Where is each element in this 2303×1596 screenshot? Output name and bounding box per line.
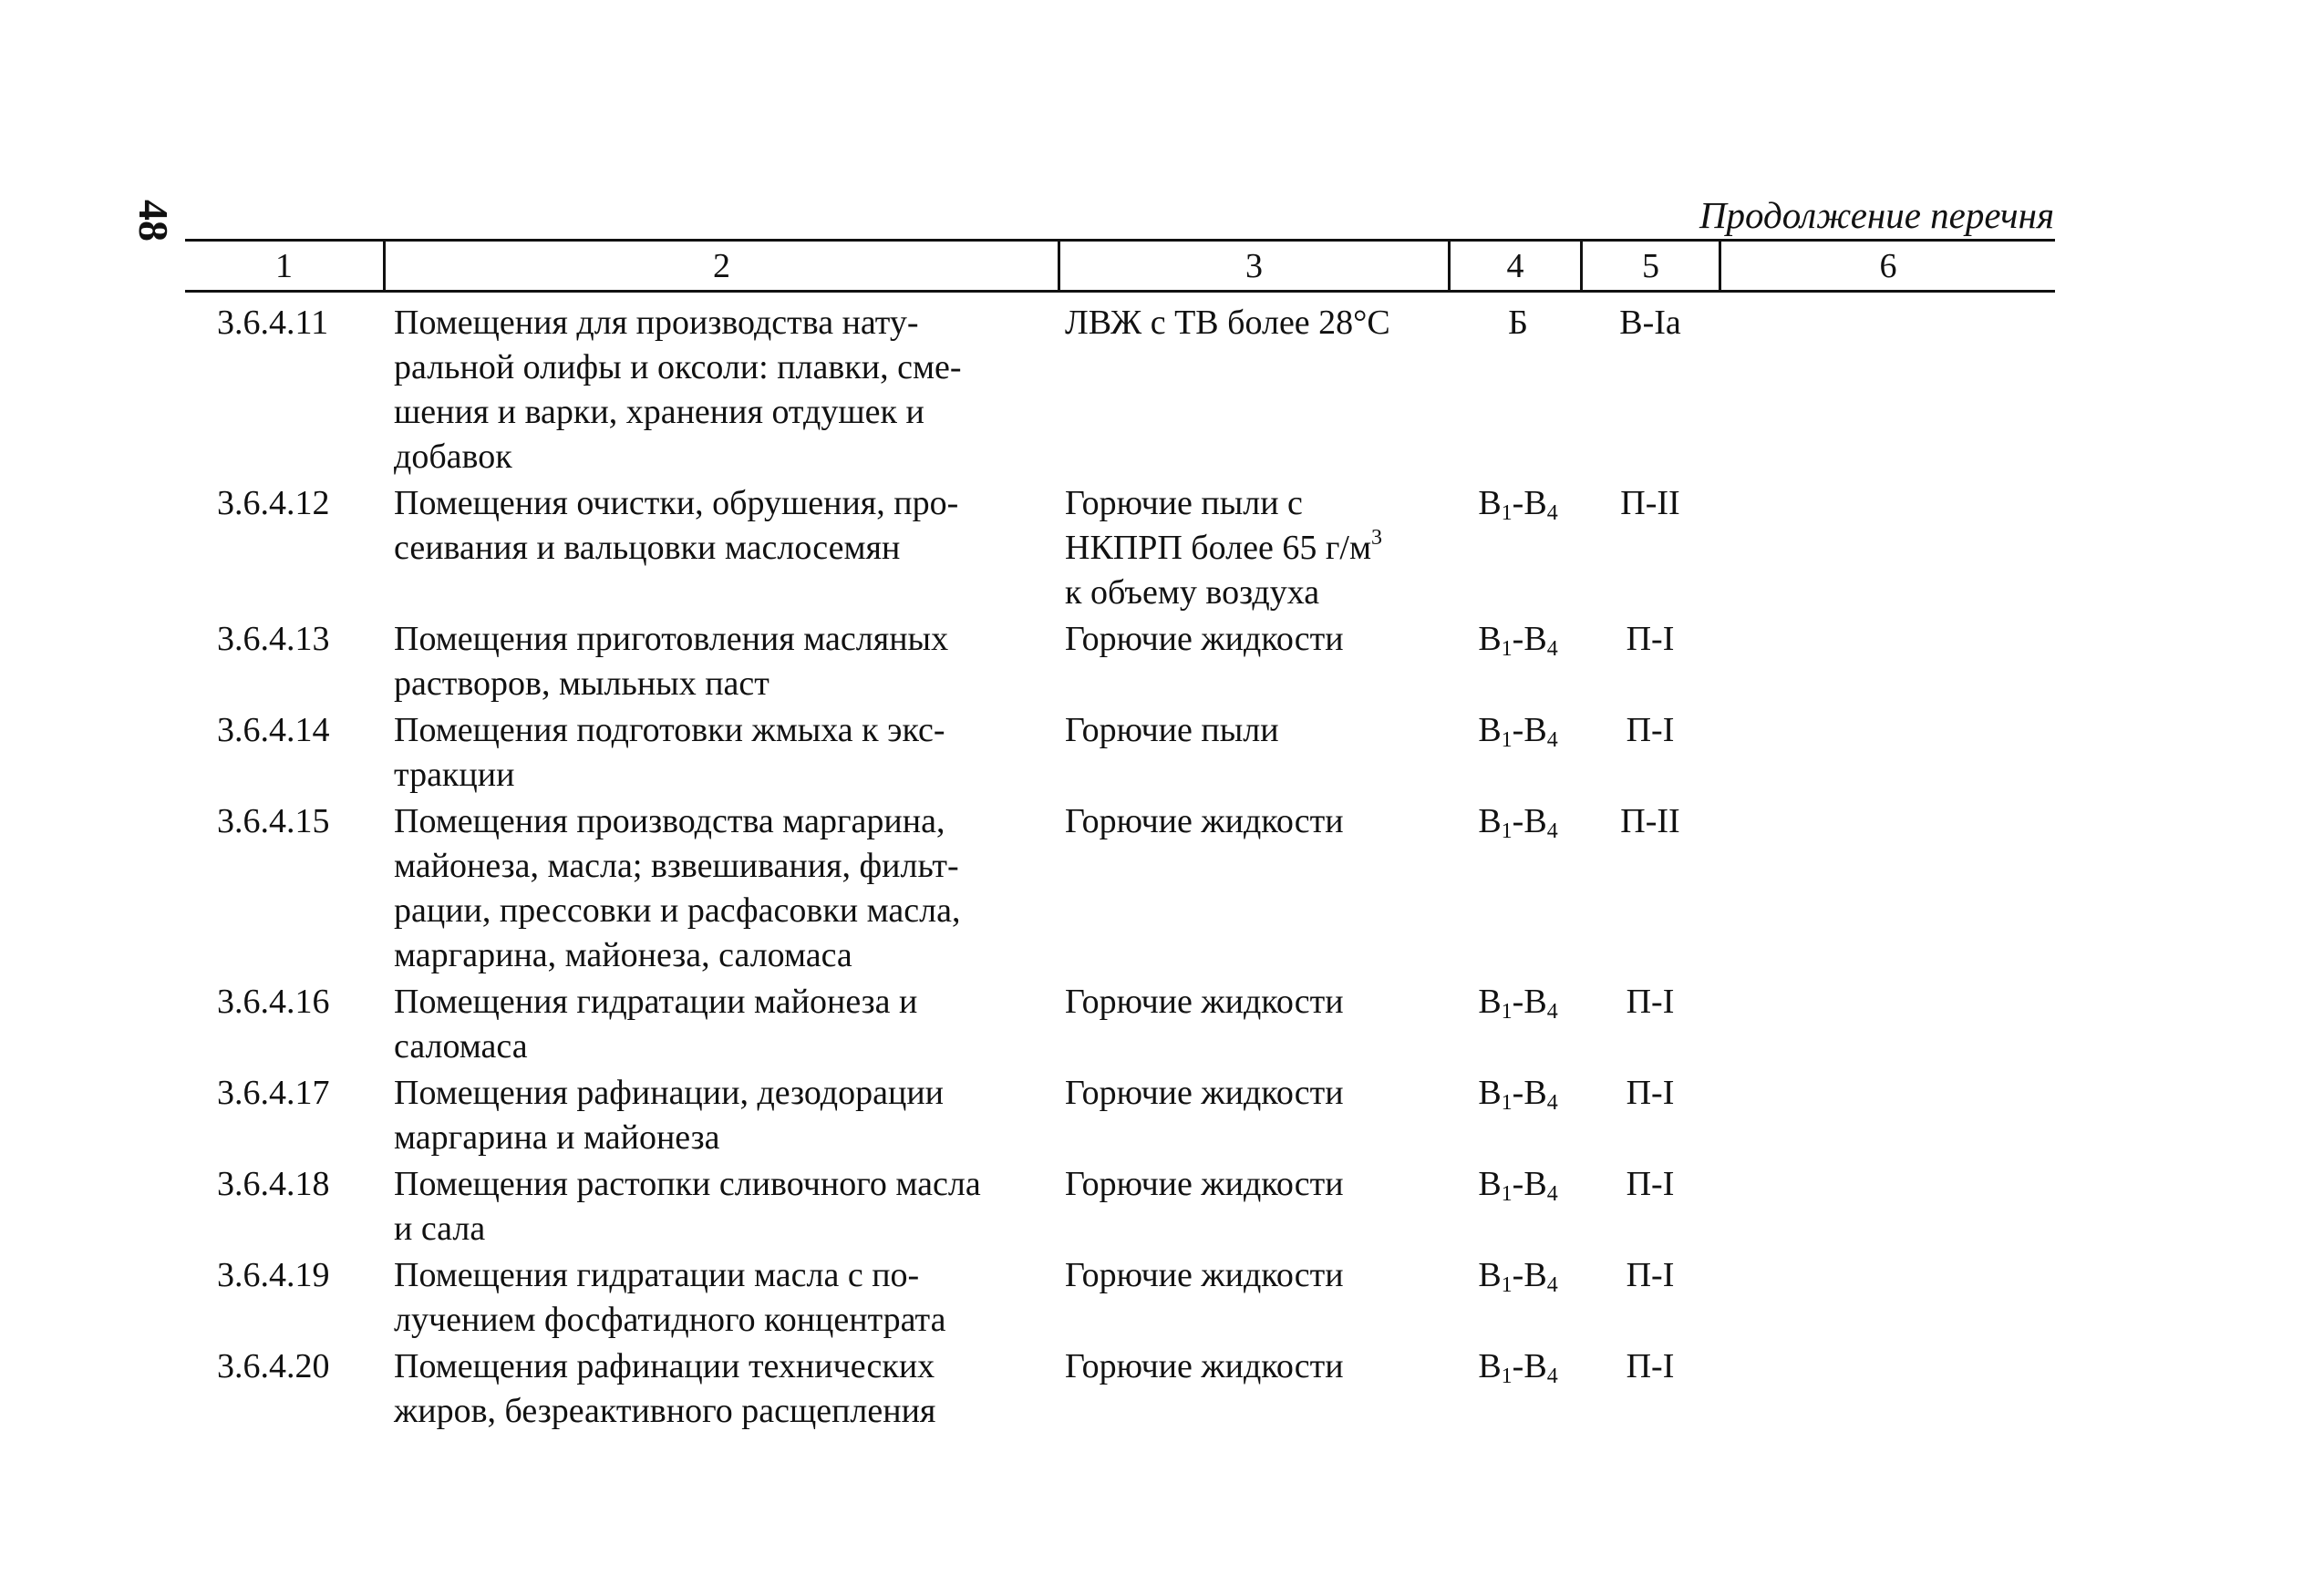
substance-text: Горючие жидкости xyxy=(1065,1256,1344,1294)
column-number-6: 6 xyxy=(1879,247,1897,285)
category-range-dash: - xyxy=(1512,1256,1524,1294)
description-line: тракции xyxy=(394,756,515,794)
category-cell xyxy=(1459,980,1577,1025)
description-line: Помещения гидратации майонеза и xyxy=(394,983,918,1021)
room-description xyxy=(394,1253,945,1343)
substance-line xyxy=(1065,1162,1344,1207)
table-row xyxy=(0,708,2303,798)
category-subscript-to: 4 xyxy=(1546,501,1558,525)
category-letter: В xyxy=(1523,983,1547,1021)
description-line: Помещения растопки сливочного масла xyxy=(394,1165,981,1203)
table-row xyxy=(0,1162,2303,1251)
description-line: Помещения рафинации, дезодорации xyxy=(394,1074,945,1112)
substance-description xyxy=(1065,1071,1344,1116)
category-letter: В xyxy=(1523,711,1547,749)
category-letter: В xyxy=(1523,1165,1547,1203)
category-subscript-to: 4 xyxy=(1546,1273,1558,1297)
table-row xyxy=(0,799,2303,978)
table-body xyxy=(0,301,2303,1436)
description-line: Помещения для производства нату- xyxy=(394,304,919,342)
description-line: ральной олифы и оксоли: плавки, сме- xyxy=(394,348,962,386)
substance-text: Горючие жидкости xyxy=(1065,620,1344,658)
description-line: Помещения очистки, обрушения, про- xyxy=(394,484,959,522)
category-subscript-from: 1 xyxy=(1501,1182,1513,1206)
description-line: растворов, мыльных паст xyxy=(394,664,769,703)
category-subscript-to: 4 xyxy=(1546,637,1558,661)
unit-superscript: 3 xyxy=(1371,526,1383,550)
row-number: 3.6.4.19 xyxy=(217,1256,330,1294)
row-number: 3.6.4.18 xyxy=(217,1165,330,1203)
substance-line xyxy=(1065,1344,1344,1389)
category-subscript-to: 4 xyxy=(1546,1364,1558,1388)
category-cell xyxy=(1459,708,1577,753)
description-line: добавок xyxy=(394,438,512,476)
category-letter: В xyxy=(1523,1347,1547,1385)
description-line: Помещения подготовки жмыха к экс- xyxy=(394,711,945,749)
substance-line xyxy=(1065,980,1344,1025)
column-number-2: 2 xyxy=(713,247,730,285)
zone-class: П-I xyxy=(1626,620,1675,658)
zone-class: П-I xyxy=(1626,711,1675,749)
category-cell xyxy=(1459,481,1577,526)
substance-text: Горючие жидкости xyxy=(1065,1347,1344,1385)
description-line: жиров, безреактивного расщепления xyxy=(394,1392,936,1430)
description-line: маргарина и майонеза xyxy=(394,1118,720,1157)
table-header-bottom-rule xyxy=(185,290,2055,293)
zone-class: П-II xyxy=(1620,802,1680,840)
table-row xyxy=(0,1344,2303,1434)
substance-line xyxy=(1065,708,1279,753)
description-line: лучением фосфатидного концентрата xyxy=(394,1301,946,1339)
substance-text: Горючие жидкости xyxy=(1065,1074,1344,1112)
description-line: маргарина, майонеза, саломаса xyxy=(394,936,852,974)
table-row xyxy=(0,481,2303,615)
category-subscript-to: 4 xyxy=(1546,1182,1558,1206)
description-line: Помещения приготовления масляных xyxy=(394,620,949,658)
row-number: 3.6.4.13 xyxy=(217,620,330,658)
category-letter: В xyxy=(1478,711,1502,749)
category-subscript-from: 1 xyxy=(1501,1364,1513,1388)
substance-text: НКПРП более 65 г/м xyxy=(1065,529,1372,567)
row-number: 3.6.4.17 xyxy=(217,1074,330,1112)
table-row xyxy=(0,1071,2303,1160)
room-description xyxy=(394,708,945,798)
substance-description xyxy=(1065,481,1382,615)
category-letter: В xyxy=(1523,1074,1547,1112)
substance-description xyxy=(1065,1162,1344,1207)
description-line: шения и варки, хранения отдушек и xyxy=(394,393,924,431)
category-subscript-from: 1 xyxy=(1501,819,1513,843)
category-letter: В xyxy=(1478,620,1502,658)
substance-description xyxy=(1065,708,1279,753)
substance-line xyxy=(1065,1071,1344,1116)
category-subscript-from: 1 xyxy=(1501,728,1513,752)
substance-line xyxy=(1065,526,1382,571)
room-description xyxy=(394,799,960,978)
category-subscript-to: 4 xyxy=(1546,819,1558,843)
page-number: 48 xyxy=(130,200,177,242)
category-subscript-to: 4 xyxy=(1546,1000,1558,1024)
substance-text: ЛВЖ с ТВ более 28°С xyxy=(1065,304,1390,342)
substance-text: Горючие жидкости xyxy=(1065,1165,1344,1203)
substance-description xyxy=(1065,980,1344,1025)
zone-class: П-I xyxy=(1626,1256,1675,1294)
row-number: 3.6.4.12 xyxy=(217,484,330,522)
category-letter: В xyxy=(1523,620,1547,658)
room-description xyxy=(394,301,962,479)
row-number: 3.6.4.14 xyxy=(217,711,330,749)
row-number: 3.6.4.16 xyxy=(217,983,330,1021)
continuation-title: Продолжение перечня xyxy=(1699,194,2054,236)
substance-text: к объему воздуха xyxy=(1065,573,1320,612)
category-subscript-to: 4 xyxy=(1546,728,1558,752)
category-subscript-from: 1 xyxy=(1501,637,1513,661)
category-letter: В xyxy=(1478,1165,1502,1203)
zone-class: П-I xyxy=(1626,1074,1675,1112)
substance-description xyxy=(1065,617,1344,662)
room-description xyxy=(394,1344,935,1434)
zone-class: П-I xyxy=(1626,983,1675,1021)
category-letter: В xyxy=(1478,983,1502,1021)
table-row xyxy=(0,301,2303,479)
substance-description xyxy=(1065,1253,1344,1298)
substance-text: Горючие пыли xyxy=(1065,711,1279,749)
category-letter: В xyxy=(1478,1347,1502,1385)
substance-line xyxy=(1065,571,1382,615)
category-letter: В xyxy=(1523,802,1547,840)
category-range-dash: - xyxy=(1512,1074,1524,1112)
category-subscript-from: 1 xyxy=(1501,1273,1513,1297)
category-cell xyxy=(1459,1162,1577,1207)
category-range-dash: - xyxy=(1512,711,1524,749)
room-description xyxy=(394,980,917,1069)
zone-class: П-II xyxy=(1620,484,1680,522)
category-letter: В xyxy=(1478,802,1502,840)
category-range-dash: - xyxy=(1512,802,1524,840)
description-line: и сала xyxy=(394,1210,486,1248)
column-number-4: 4 xyxy=(1506,247,1524,285)
category-letter: В xyxy=(1478,1074,1502,1112)
description-line: Помещения гидратации масла с по- xyxy=(394,1256,920,1294)
row-number: 3.6.4.11 xyxy=(217,304,329,342)
description-line: саломаса xyxy=(394,1027,528,1066)
category-letter: В xyxy=(1478,1256,1502,1294)
substance-line xyxy=(1065,1253,1344,1298)
table-header-top-rule xyxy=(185,239,2055,242)
substance-text: Горючие жидкости xyxy=(1065,983,1344,1021)
category-subscript-from: 1 xyxy=(1501,1091,1513,1115)
zone-class: В-Iа xyxy=(1619,304,1681,342)
substance-line xyxy=(1065,617,1344,662)
substance-text: Горючие жидкости xyxy=(1065,802,1344,840)
row-number: 3.6.4.20 xyxy=(217,1347,330,1385)
category-letter: В xyxy=(1523,484,1547,522)
category-letter: В xyxy=(1523,1256,1547,1294)
column-number-1: 1 xyxy=(275,247,293,285)
substance-description xyxy=(1065,799,1344,844)
category-range-dash: - xyxy=(1512,1347,1524,1385)
table-row xyxy=(0,1253,2303,1343)
category-letter: В xyxy=(1478,484,1502,522)
table-row xyxy=(0,980,2303,1069)
category-cell xyxy=(1459,617,1577,662)
substance-line xyxy=(1065,301,1390,345)
row-number: 3.6.4.15 xyxy=(217,802,330,840)
category-subscript-from: 1 xyxy=(1501,501,1513,525)
substance-line xyxy=(1065,481,1382,526)
category-cell xyxy=(1459,1253,1577,1298)
category-range-dash: - xyxy=(1512,1165,1524,1203)
description-line: рации, прессовки и расфасовки масла, xyxy=(394,891,961,930)
description-line: Помещения рафинации технических xyxy=(394,1347,935,1385)
category-range-dash: - xyxy=(1512,484,1524,522)
room-description xyxy=(394,1162,981,1251)
column-number-3: 3 xyxy=(1245,247,1263,285)
substance-description xyxy=(1065,301,1390,345)
substance-description xyxy=(1065,1344,1344,1389)
category-range-dash: - xyxy=(1512,983,1524,1021)
room-description xyxy=(394,1071,944,1160)
category-subscript-to: 4 xyxy=(1546,1091,1558,1115)
substance-line xyxy=(1065,799,1344,844)
room-description xyxy=(394,617,948,706)
zone-class: П-I xyxy=(1626,1165,1675,1203)
column-number-5: 5 xyxy=(1642,247,1659,285)
category-cell xyxy=(1459,1071,1577,1116)
category-cell: Б xyxy=(1508,304,1528,342)
description-line: сеивания и вальцовки маслосемян xyxy=(394,529,901,567)
zone-class: П-I xyxy=(1626,1347,1675,1385)
category-subscript-from: 1 xyxy=(1501,1000,1513,1024)
table-row xyxy=(0,617,2303,706)
description-line: майонеза, масла; взвешивания, фильт- xyxy=(394,847,959,885)
category-range-dash: - xyxy=(1512,620,1524,658)
room-description xyxy=(394,481,958,571)
category-cell xyxy=(1459,799,1577,844)
substance-text: Горючие пыли с xyxy=(1065,484,1303,522)
category-cell xyxy=(1459,1344,1577,1389)
description-line: Помещения производства маргарина, xyxy=(394,802,945,840)
